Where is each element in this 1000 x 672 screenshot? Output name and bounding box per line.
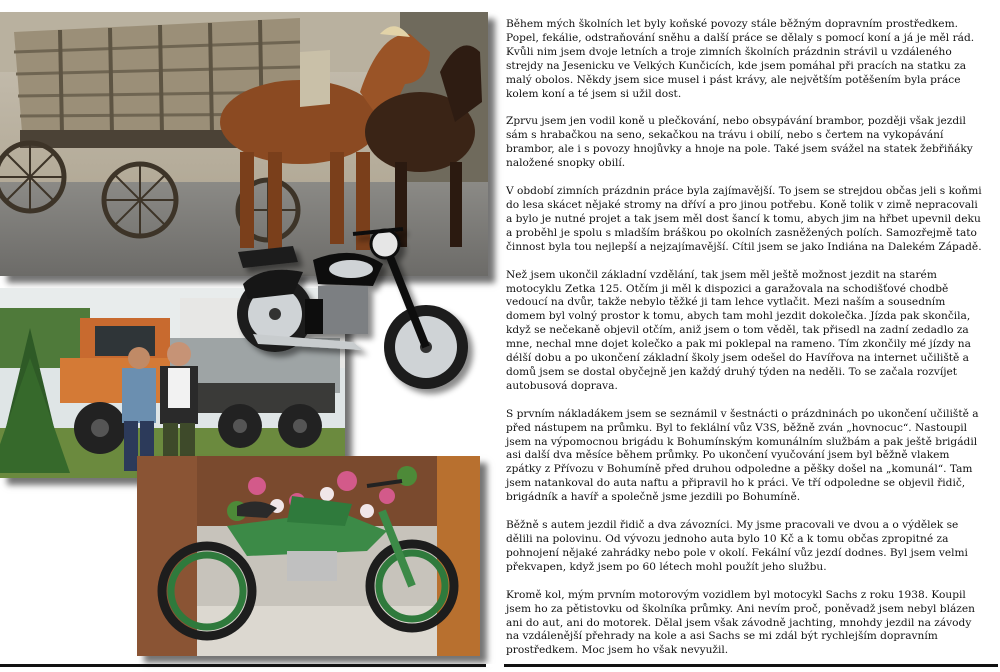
paragraph-1: Během mých školních let byly koňské povozy stále běžným dopravním prostředkem. Popel, fekálie, odstraňování sněhu a další práce se dělaly s pomocí koní a já je měl rád. Kvůli nim jsem dvoje letních a troje zimních školních prázdnin strávil u vzdáleného strejdy na Jesenicku ve Velkých Kunčicích, kde jsem pomáhal při pracích na statku za malý obolos. Někdy jsem sice musel i pást krávy, ale největším potěšením byla práce kolem koní a té jsem si užil dost. — [506, 18, 975, 100]
black-motorcycle-photo — [233, 224, 478, 402]
bottom-divider — [0, 664, 998, 667]
paragraph-4: Než jsem ukončil základní vzdělání, tak jsem měl ještě možnost jezdit na starém motocyklu Zetka 125. Otčím ji měl k dispozici a garažovala na schodišťové chodbě vedoucí na dvůr, takže nebylo těžké ji tam lehce vytlačit. Mezi naším a sousedním domem byl volný prostor k tomu, abych tam mohl jezdit dokolečka. Jízda pak skončila, když se nečekaně objevil otčím, aniž jsem o tom věděl, tak přisedl na zadní zedadlo za mne, nechal mne dojet kolečko a pak mi poklepal na rameno. Tím zkončily mé jízdy na délší dobu a po ukončení základní školy jsem odešel do Havířova na internet učiliště a domů jsem se dostal obyčejně jen každý druhý týden na neděli. To se začala rozvíjet autobusová doprava. — [506, 268, 971, 392]
paragraph-7: Kromě kol, mým prvním motorovým vozidlem byl motocykl Sachs z roku 1938. Koupil jsem ho za pětistovku od školníka průmky. Ani nevím proč, poněvadž jsem nebyl blázen ani do aut, ani do motorek. Dělal jsem však závodně jachting, mnohdy jezdil na závody na vzdálenější přehrady na kole a asi Sachs se mi zdál být rychlejším dopravním prostředkem. Moc jsem ho však nevyužil. — [506, 588, 975, 657]
paragraph-2: Zprvu jsem jen vodil koně u plečkování, nebo obsypávání brambor, později však jezdil sám s hrabačkou na seno, sekačkou na trávu i obilí, nebo s čertem na vykopávání brambor, ale i s povozy hnojůvky a hnoje na pole. Také jsem svážel na statek žebřiňáky naložené snopky obilí. — [506, 115, 973, 170]
paragraph-5: S prvním nákladákem jsem se seznámil v šestnácti o prázdninách po ukončení učiliště a před nástupem na průmku. Byl to feklální vůz V3S, běžně zván „hovnocuc“. Nastoupil jsem na výpomocnou brigádu k Bohumínským komunálním službám a pak ještě brigádil asi další dva měsíce během průmky. Po ukončení vyučování jsem byl běžně vlakem zpátky z Přívozu v Bohumíně před druhou odpoledne a pěšky došel na „komunál“. Tam jsem natankoval do auta naftu a připravil ho k práci. Ve tří odpoledne se objevil řidič, brigádník a havíř a společně jsme jezdili po Bohumíně. — [506, 407, 979, 504]
paragraph-6: Běžně s autem jezdil řidič a dva závozníci. My jsme pracovali ve dvou a o výdělek se dělili na polovinu. Od vývozu jednoho auta bylo 10 Kč a k tomu občas zpropitné za pohnojení nějaké zahrádky nebo pole v okolí. Fekální vůz jezdí dodnes. Byl jsem velmi překvapen, když jsem po 60 létech mohl použít jeho službu. — [506, 519, 968, 573]
article-text — [506, 18, 984, 672]
green-motorcycle-photo — [137, 456, 480, 656]
divider-gap — [486, 664, 504, 667]
paragraph-3: V období zimních prázdnin práce byla zajímavější. To jsem se strejdou občas jeli s koňmi do lesa skácet nějaké stromy na dříví a pro jinou potřebu. Koně tolik v zimě nepracovali a bylo je nutné projet a tak jsem měl dost šancí k tomu, abych jim na hřbet upevnil deku a proběhl je spolu s mladším bráškou po okolních zasněžených polích. Samozřejmě tato činnost byla tou nejlepší a nejzajímavější. Cítil jsem se jako Indiána na Dalekém Západě. — [506, 185, 982, 253]
